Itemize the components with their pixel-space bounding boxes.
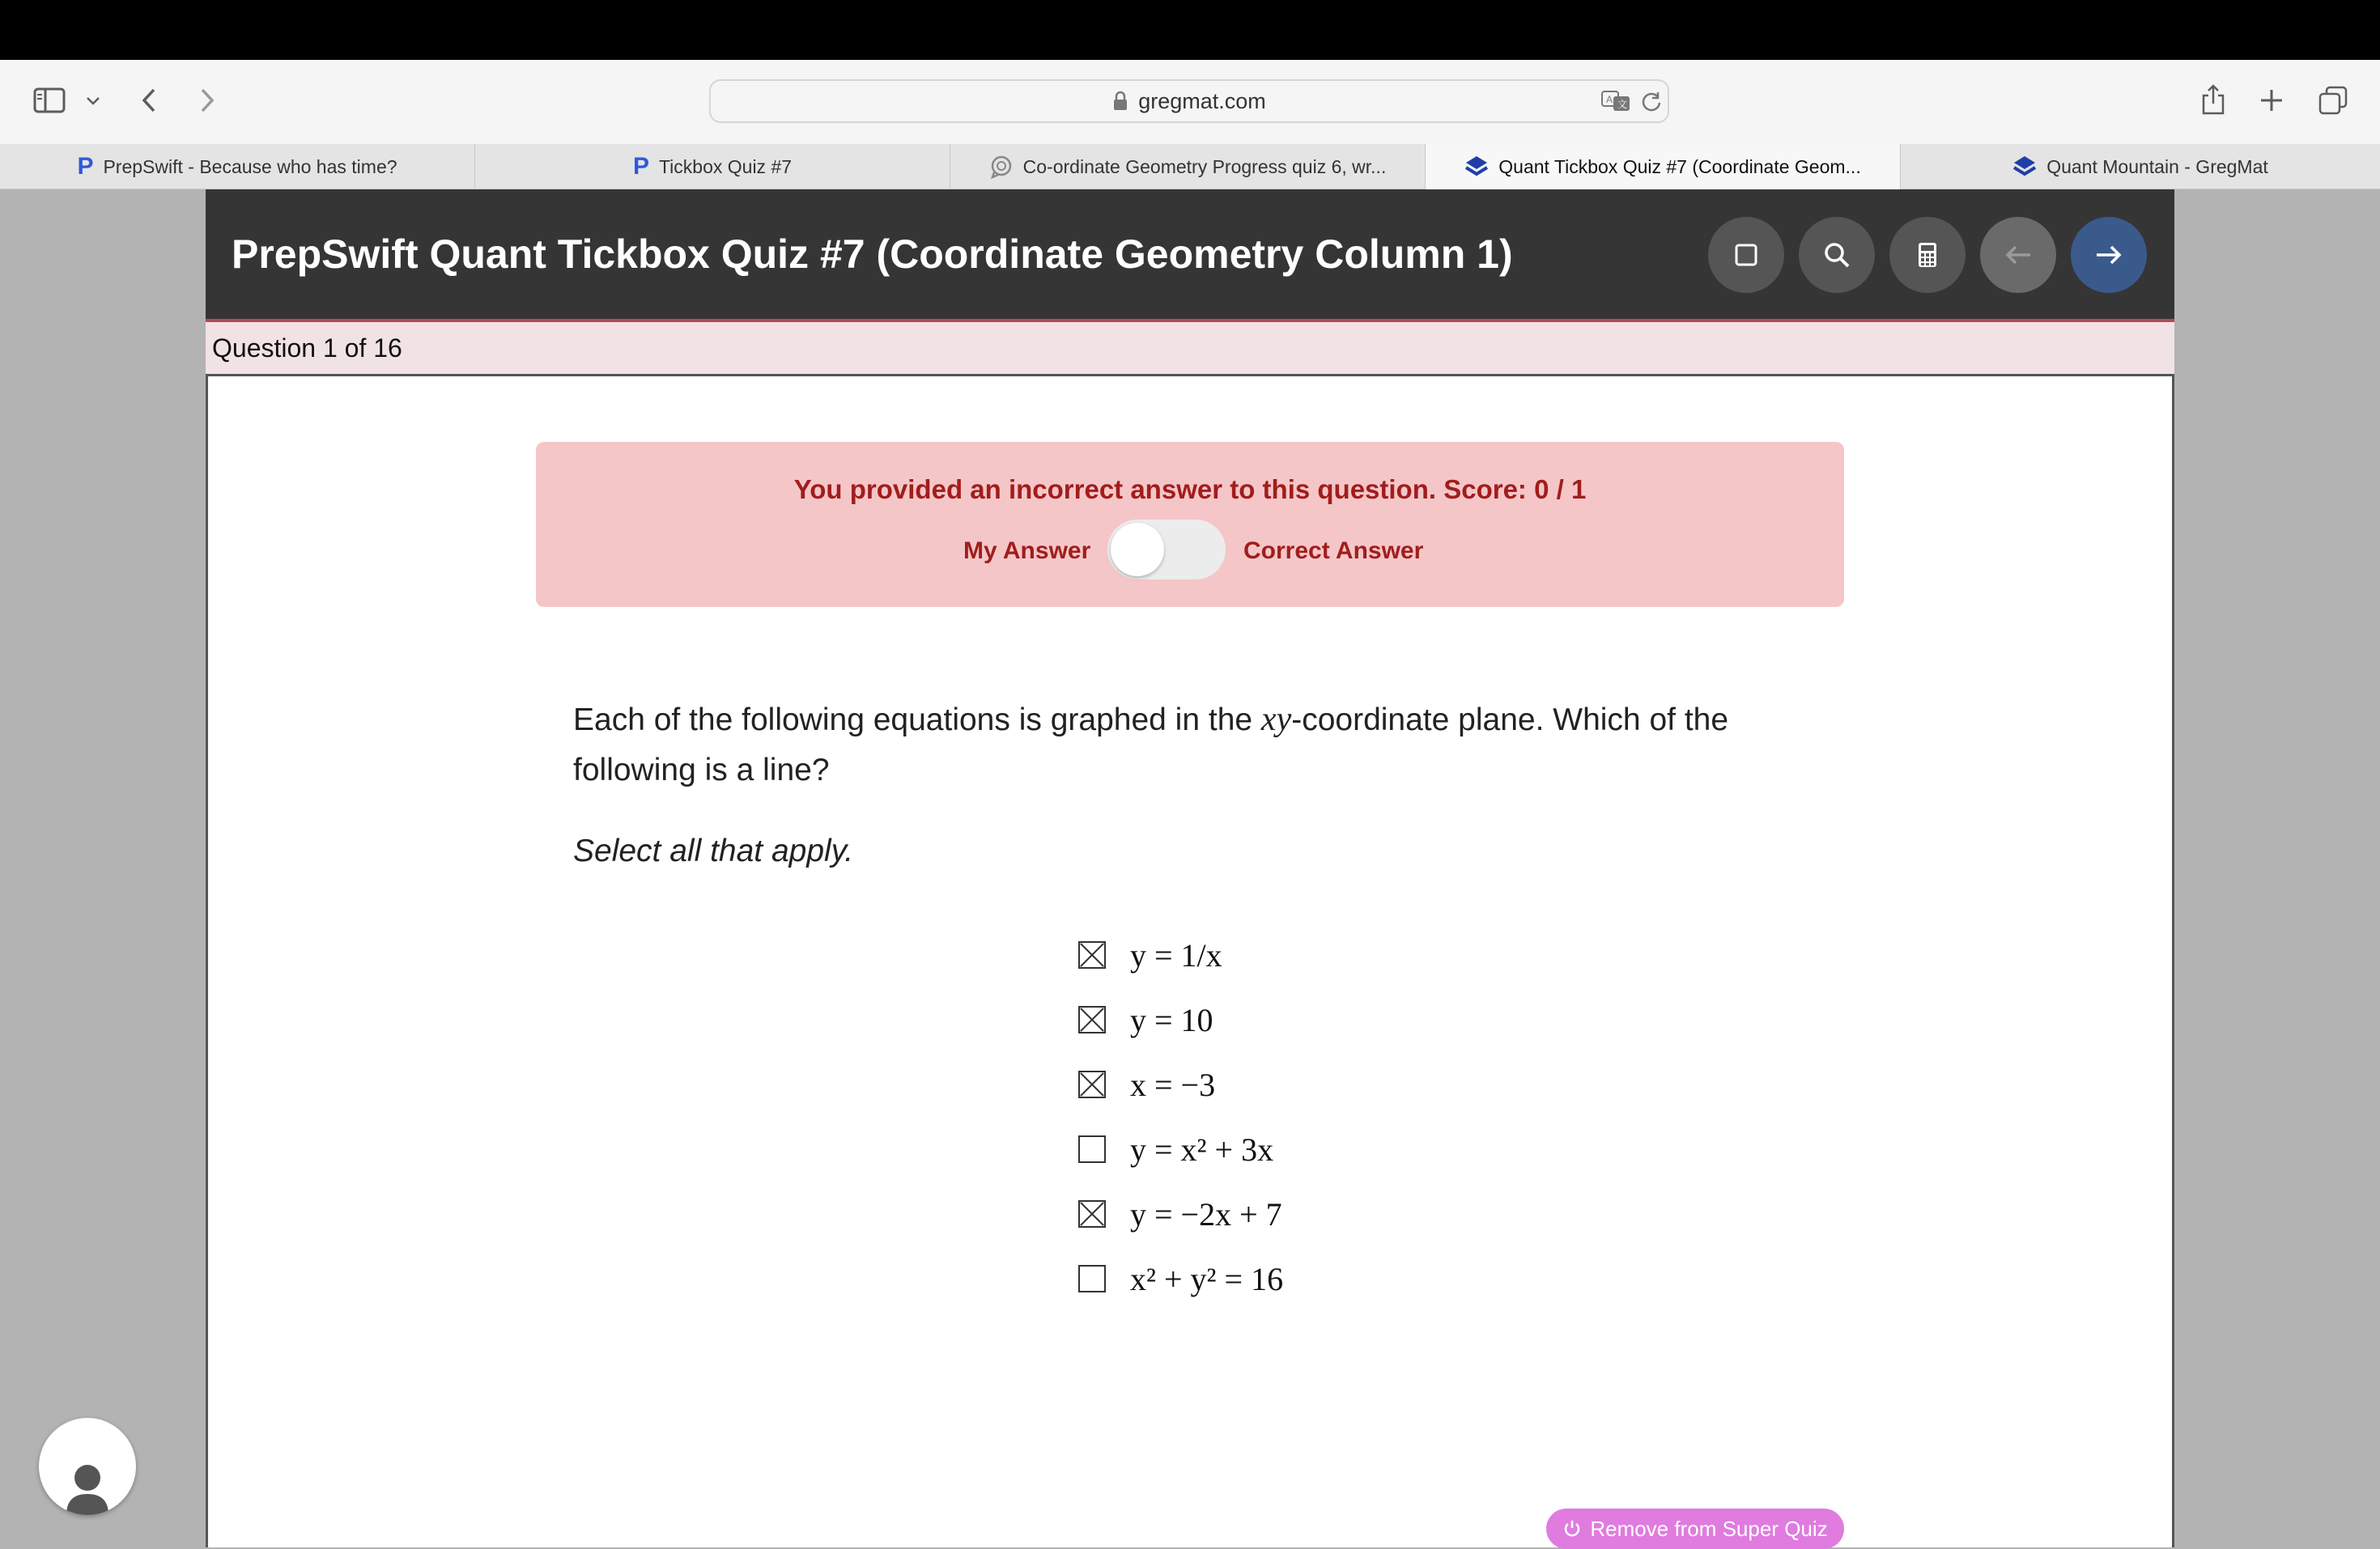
tab-label: Tickbox Quiz #7: [658, 155, 793, 177]
answer-option[interactable]: [1078, 931, 1222, 979]
option-checkbox-checked[interactable]: [1078, 941, 1106, 969]
back-icon[interactable]: [134, 84, 164, 117]
option-label: x = −3: [1130, 1066, 1216, 1103]
share-icon[interactable]: [2197, 81, 2229, 118]
option-label: y = 10: [1130, 1001, 1213, 1038]
next-question-button[interactable]: [2071, 217, 2147, 293]
calculator-button[interactable]: [1889, 217, 1966, 293]
arrow-right-icon: [2095, 244, 2123, 265]
tab-label: Co-ordinate Geometry Progress quiz 6, wr...: [1022, 155, 1387, 177]
quiz-header: [206, 189, 2174, 319]
option-checkbox[interactable]: [1078, 1265, 1106, 1292]
translate-icon[interactable]: [1600, 89, 1632, 113]
user-silhouette-icon: [63, 1458, 112, 1515]
tab-strip: [0, 144, 2380, 189]
question-counter: Question 1 of 16: [212, 333, 402, 363]
answer-option[interactable]: [1078, 1254, 1283, 1303]
prepswift-logo-icon: P: [77, 153, 94, 180]
search-button[interactable]: [1799, 217, 1875, 293]
answer-option[interactable]: [1078, 1125, 1273, 1173]
answer-option[interactable]: [1078, 995, 1213, 1044]
answer-option[interactable]: [1078, 1060, 1215, 1109]
option-label: y = 1/x: [1130, 936, 1222, 974]
my-answer-label: My Answer: [963, 537, 1091, 564]
tab-overview-icon[interactable]: [2317, 84, 2349, 117]
option-label: x² + y² = 16: [1130, 1260, 1284, 1297]
tab-prepswift[interactable]: [0, 144, 475, 189]
chevron-down-icon[interactable]: [83, 91, 104, 112]
reload-icon[interactable]: [1638, 89, 1664, 115]
previous-question-button[interactable]: [1980, 217, 2056, 293]
answer-option[interactable]: [1078, 1190, 1282, 1238]
svg-text:文: 文: [1617, 99, 1628, 110]
mark-question-button[interactable]: [1708, 217, 1784, 293]
tab-quant-tickbox-quiz[interactable]: [1426, 144, 1901, 189]
question-variable: xy: [1260, 701, 1292, 738]
tab-label: Quant Tickbox Quiz #7 (Coordinate Geom...: [1498, 155, 1861, 177]
tab-quant-mountain[interactable]: [1901, 144, 2380, 189]
question-text: [573, 694, 1804, 796]
search-icon: [1823, 241, 1851, 269]
option-checkbox-checked[interactable]: [1078, 1200, 1106, 1228]
url-label: gregmat.com: [1138, 88, 1266, 113]
question-text-end: -coordinate plane. Which of the following is a line?: [573, 702, 1729, 787]
svg-text:A: A: [1606, 94, 1613, 105]
lock-icon: [1112, 91, 1128, 112]
arrow-left-icon: [2004, 244, 2032, 265]
toggle-knob: [1111, 523, 1164, 576]
correct-answer-label: Correct Answer: [1243, 537, 1424, 564]
question-counter-bar: [206, 319, 2174, 374]
question-text-start: Each of the following equations is graphed in the: [573, 702, 1261, 737]
option-label: y = −2x + 7: [1130, 1195, 1282, 1233]
remove-from-super-quiz-button[interactable]: [1546, 1509, 1844, 1549]
option-checkbox-checked[interactable]: [1078, 1071, 1106, 1098]
tab-label: Quant Mountain - GregMat: [2046, 155, 2268, 177]
gregmat-logo-icon: [2012, 155, 2037, 179]
new-tab-icon[interactable]: [2255, 84, 2288, 117]
chat-bubble-icon: [989, 155, 1014, 179]
result-message: You provided an incorrect answer to this question. Score: 0 / 1: [793, 474, 1587, 504]
result-alert: [536, 442, 1844, 607]
prepswift-logo-icon: P: [632, 153, 649, 180]
quiz-title: PrepSwift Quant Tickbox Quiz #7 (Coordinate Geometry Column 1): [232, 231, 1513, 277]
tab-tickbox-quiz[interactable]: [475, 144, 950, 189]
gregmat-logo-icon: [1464, 155, 1489, 179]
tab-label: PrepSwift - Because who has time?: [103, 155, 397, 177]
option-checkbox[interactable]: [1078, 1135, 1106, 1163]
calculator-icon: [1917, 241, 1938, 269]
remove-button-label: Remove from Super Quiz: [1590, 1516, 1828, 1541]
answer-view-toggle[interactable]: [1107, 520, 1226, 579]
question-instruction: Select all that apply.: [573, 834, 854, 868]
forward-icon[interactable]: [193, 84, 222, 117]
screen-top-bar: [0, 0, 2380, 60]
power-icon: [1562, 1519, 1582, 1538]
option-checkbox-checked[interactable]: [1078, 1006, 1106, 1033]
option-label: y = x² + 3x: [1130, 1131, 1274, 1168]
address-bar[interactable]: [709, 79, 1669, 123]
user-avatar-button[interactable]: [39, 1418, 136, 1515]
address-bar-text: [711, 81, 1668, 121]
sidebar-toggle-icon[interactable]: [31, 84, 68, 117]
bookmark-square-icon: [1734, 243, 1758, 267]
tab-coordinate-geometry-quiz[interactable]: [950, 144, 1426, 189]
